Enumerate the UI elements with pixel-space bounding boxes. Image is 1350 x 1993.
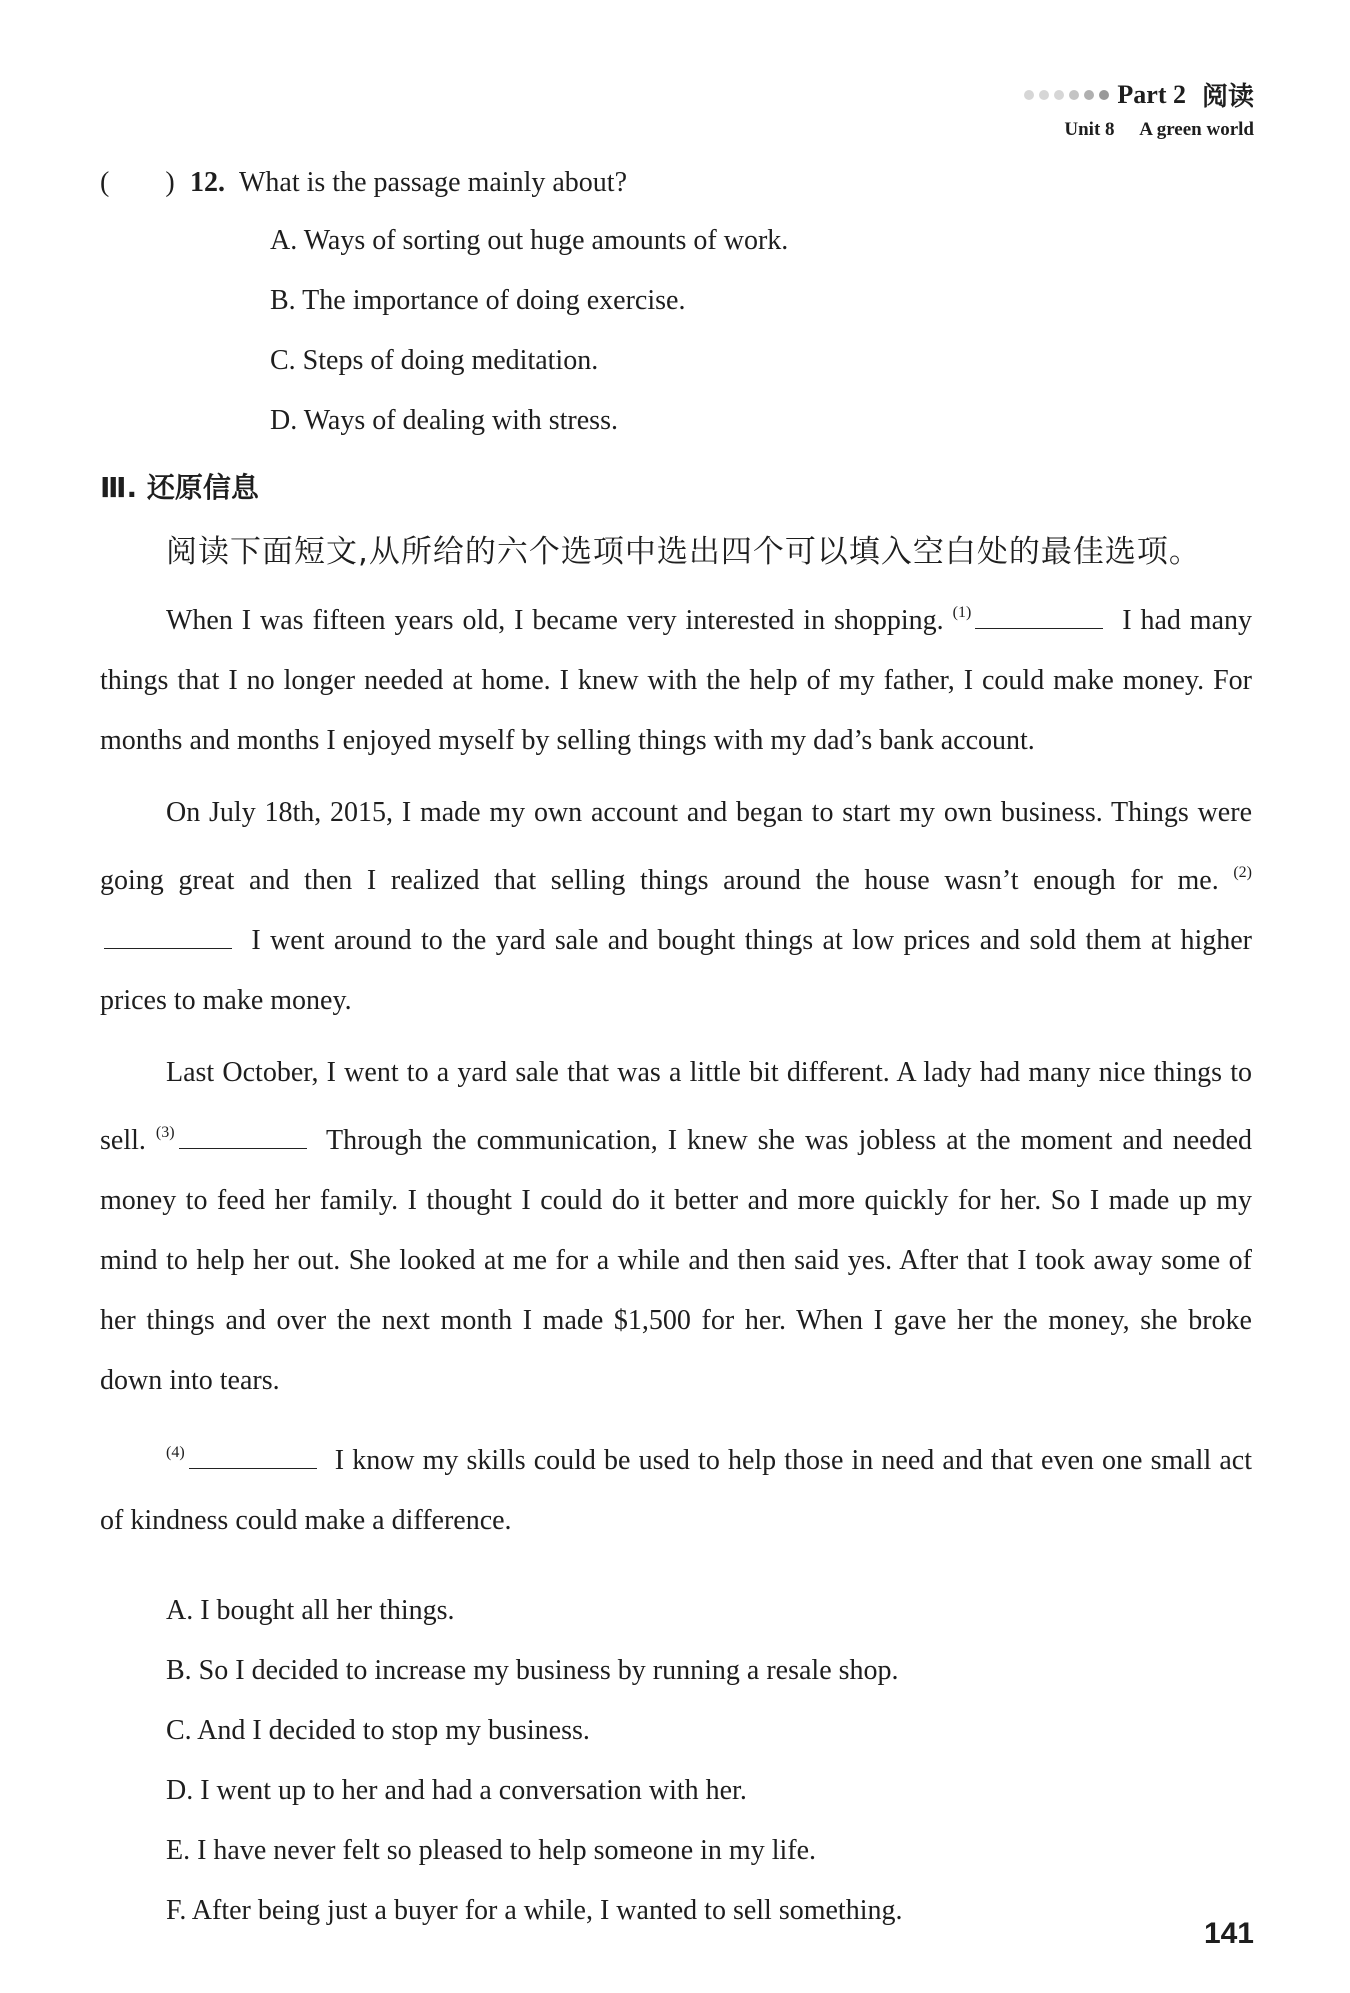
header-part-line	[1024, 76, 1254, 113]
decorative-dots-icon	[1024, 90, 1109, 100]
page-content	[100, 160, 1252, 1941]
question-text: What is the passage mainly about?	[239, 167, 627, 198]
option-d: D. Ways of dealing with stress.	[270, 405, 618, 436]
answer-option-d: D. I went up to her and had a conversation with her.	[166, 1775, 747, 1806]
answer-option-f: F. After being just a buyer for a while, I wanted to sell something.	[166, 1895, 903, 1926]
section-title: Ⅲ. 还原信息	[100, 471, 259, 504]
answer-option-e: E. I have never felt so pleased to help someone in my life.	[166, 1835, 817, 1866]
blank-2	[104, 924, 232, 949]
question-number: 12.	[190, 167, 225, 198]
passage-paragraph-1	[100, 583, 1252, 771]
page-number: 141	[1203, 1917, 1254, 1950]
paragraph-3-text-b: Through the communication, I knew she was jobless at the moment and needed money to feed her family. I thought I could do it better and more quickly for her. So I made up my mind to help her out. She looked at me for a while and then said yes. After that I took away some of her things and over the next month I made $1,500 for her. When I gave her the money, she broke down into tears.	[100, 1125, 1253, 1396]
part-label: Part 2	[1117, 79, 1186, 109]
answer-options-list	[166, 1581, 1252, 1941]
paragraph-2-text-a: On July 18th, 2015, I made my own account and began to start my own business. Things were going great and then I realized that selling things around the house wasn’t enough for me.	[100, 797, 1252, 896]
paragraph-2-text-b: I went around to the yard sale and bought things at low prices and sold them at higher prices to make money.	[100, 925, 1253, 1016]
option-b: B. The importance of doing exercise.	[270, 285, 686, 316]
answer-bracket: ( )	[100, 167, 175, 198]
paragraph-4-text: I know my skills could be used to help those in need and that even one small act of kindness could make a difference.	[100, 1445, 1252, 1536]
paragraph-3-text-a: Last October, I went to a yard sale that was a little bit different. A lady had many nice things to sell.	[100, 1057, 1252, 1156]
paragraph-1-text-a: When I was fifteen years old, I became very interested in shopping.	[166, 605, 944, 636]
blank-3	[179, 1124, 307, 1149]
blank-4-label: (4)	[166, 1444, 185, 1461]
question-12-options	[270, 222, 1252, 440]
passage-paragraph-4	[100, 1423, 1252, 1551]
paragraph-1-text-b: I had many things that I no longer needed at home. I knew with the help of my father, I could make money. For months and months I enjoyed myself by selling things with my dad’s bank account.	[100, 605, 1253, 756]
passage-paragraph-3	[100, 1043, 1252, 1411]
option-c: C. Steps of doing meditation.	[270, 345, 599, 376]
unit-number: Unit 8	[1064, 119, 1115, 140]
blank-1	[975, 604, 1103, 629]
answer-option-a: A. I bought all her things.	[166, 1595, 455, 1626]
part-chinese-label: 阅读	[1201, 82, 1254, 112]
unit-title: A green world	[1139, 119, 1254, 140]
question-12	[100, 160, 1252, 200]
blank-2-label: (2)	[1233, 864, 1252, 881]
answer-option-c: C. And I decided to stop my business.	[166, 1715, 590, 1746]
page-header	[1024, 76, 1254, 141]
blank-1-label: (1)	[952, 604, 972, 621]
passage-paragraph-2	[100, 783, 1252, 1031]
section-instruction: 阅读下面短文,从所给的六个选项中选出四个可以填入空白处的最佳选项。	[166, 534, 1201, 570]
blank-3-label: (3)	[155, 1124, 175, 1141]
answer-option-b: B. So I decided to increase my business by running a resale shop.	[166, 1655, 899, 1686]
option-a: A. Ways of sorting out huge amounts of work.	[270, 225, 789, 256]
unit-line	[1024, 119, 1254, 141]
blank-4	[189, 1444, 317, 1469]
